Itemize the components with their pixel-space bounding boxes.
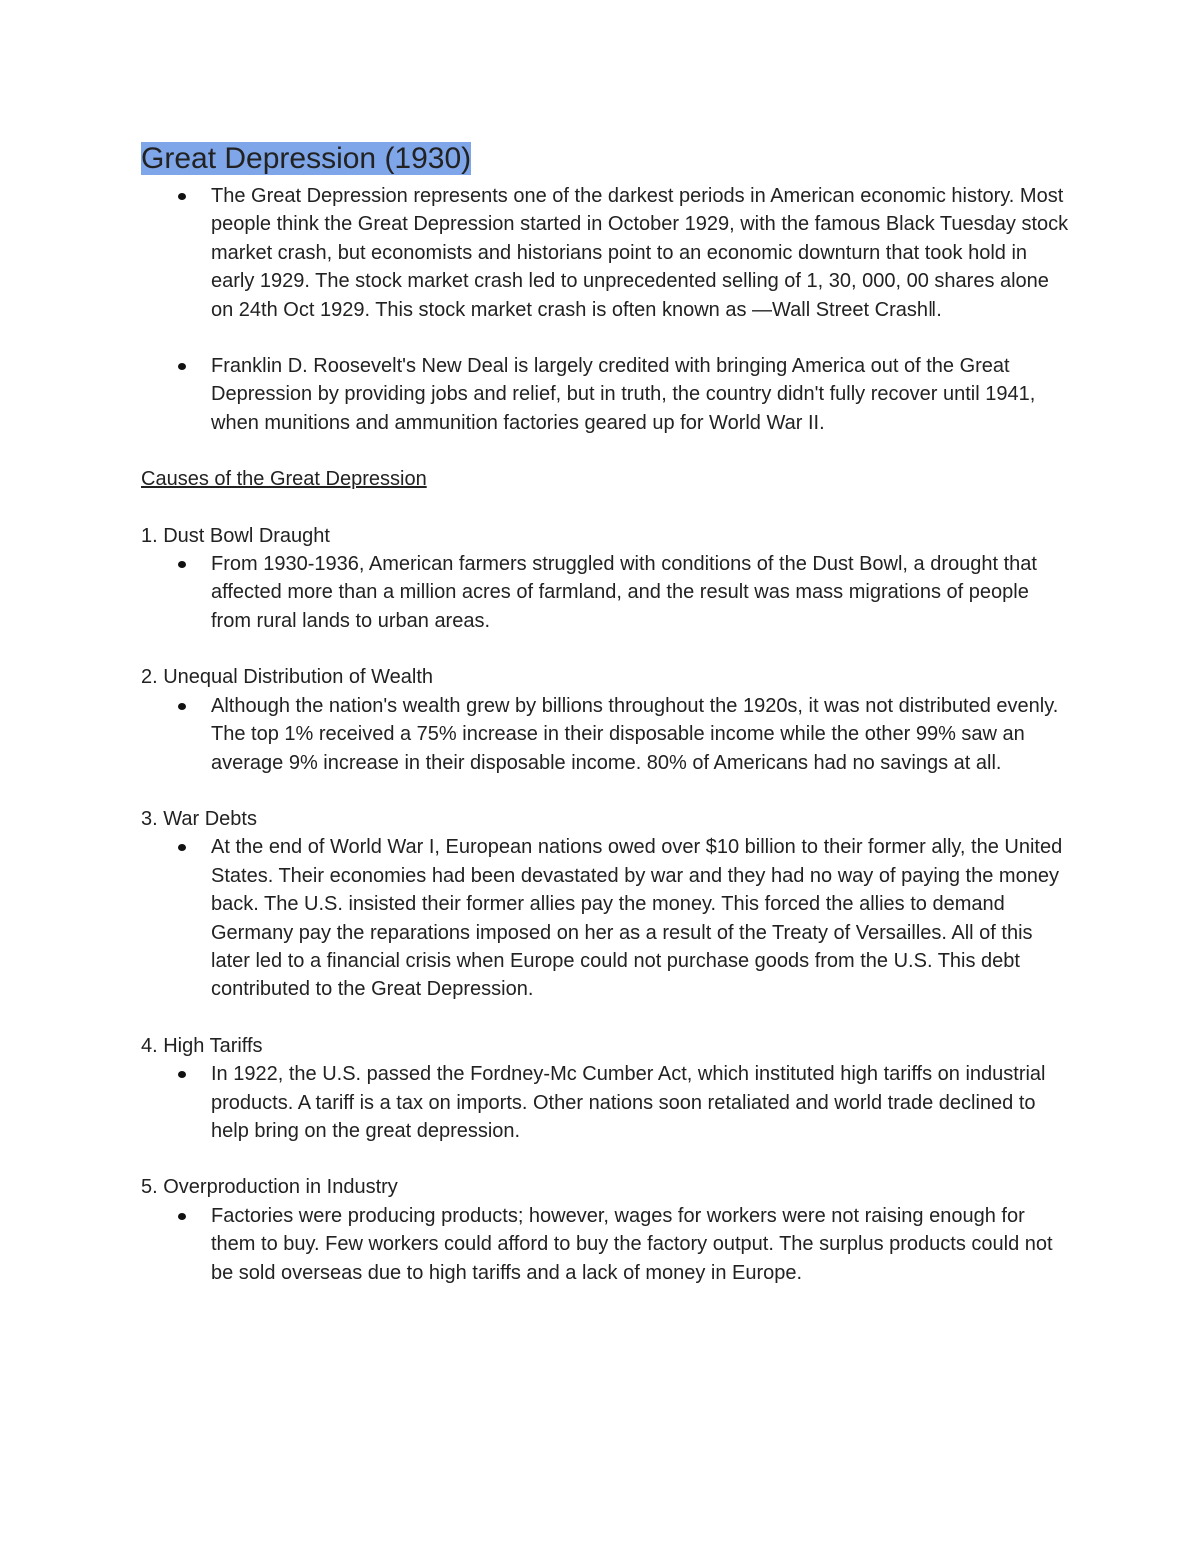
document-body [141, 182, 1071, 1287]
cause-heading-1: 1. Dust Bowl Draught [141, 524, 330, 547]
cause-bullet-text: At the end of World War I, European nations owed over $10 billion to their former ally, the United States. Their economies had been devastated by war and they had no way of paying the money back. The U.S. insisted their former allies pay the money. This forced the allies to demand Germany pay the reparations imposed on her as a result of the Treaty of Versailles. All of this later led to a financial crisis when Europe could not purchase goods from the U.S. This debt contributed to the Great Depression. [211, 836, 1063, 1001]
cause-bullet-4 [211, 1060, 1071, 1145]
bullet-dot-icon [178, 1213, 186, 1220]
spacer [141, 1145, 1071, 1173]
bullet-dot-icon [178, 363, 186, 370]
intro-bullet-2 [211, 352, 1071, 437]
intro-bullet-list [141, 182, 1071, 437]
bullet-dot-icon [178, 703, 186, 710]
cause-bullet-1 [211, 550, 1071, 635]
cause-bullet-text: Factories were producing products; however, wages for workers were not raising enough for them to buy. Few workers could afford to buy the factory output. The surplus products could not be sold overseas due to high tariffs and a lack of money in Europe. [211, 1204, 1053, 1284]
cause-bullet-3 [211, 833, 1071, 1003]
spacer [141, 635, 1071, 663]
cause-heading-5: 5. Overproduction in Industry [141, 1176, 398, 1199]
spacer [141, 437, 1071, 465]
intro-bullet-1 [211, 182, 1071, 324]
page-title [141, 140, 473, 178]
spacer [141, 1004, 1071, 1032]
cause-bullet-list-2 [141, 692, 1071, 777]
cause-bullet-list-5 [141, 1202, 1071, 1287]
bullet-dot-icon [178, 561, 186, 568]
cause-bullet-5 [211, 1202, 1071, 1287]
spacer [141, 777, 1071, 805]
cause-heading-4: 4. High Tariffs [141, 1034, 263, 1057]
cause-heading-2: 2. Unequal Distribution of Wealth [141, 666, 434, 689]
title-highlight: Great Depression (1930) [141, 142, 472, 175]
cause-bullet-2 [211, 692, 1071, 777]
document-page [141, 140, 1071, 1287]
causes-section-heading: Causes of the Great Depression [141, 468, 427, 491]
spacer [211, 324, 1071, 352]
intro-bullet-text: The Great Depression represents one of the darkest periods in American economic history. Most people think the Great Depression started in October 1929, with the famous Black Tuesday stock market crash, but economists and historians point to an economic downturn that took hold in early 1929. The stock market crash led to unprecedented selling of 1, 30, 000, 00 shares alone on 24th Oct 1929. This stock market crash is often known as ―Wall Street Crash‖. [211, 185, 1069, 321]
cause-bullet-list-1 [141, 550, 1071, 635]
bullet-dot-icon [178, 193, 186, 200]
cause-bullet-text: Although the nation's wealth grew by billions throughout the 1920s, it was not distributed evenly. The top 1% received a 75% increase in their disposable income while the other 99% saw an average 9% increase in their disposable income. 80% of Americans had no savings at all. [211, 694, 1059, 774]
bullet-dot-icon [178, 844, 186, 851]
cause-bullet-text: In 1922, the U.S. passed the Fordney-Mc Cumber Act, which instituted high tariffs on industrial products. A tariff is a tax on imports. Other nations soon retaliated and world trade declined to help bring on the great depression. [211, 1063, 1046, 1142]
cause-bullet-list-3 [141, 833, 1071, 1003]
intro-bullet-text: Franklin D. Roosevelt's New Deal is largely credited with bringing America out of the Great Depression by providing jobs and relief, but in truth, the country didn't fully recover until 1941, when munitions and ammunition factories geared up for World War II. [211, 355, 1036, 434]
bullet-dot-icon [178, 1071, 186, 1078]
cause-heading-3: 3. War Debts [141, 807, 257, 830]
cause-bullet-text: From 1930-1936, American farmers struggled with conditions of the Dust Bowl, a drought that affected more than a million acres of farmland, and the result was mass migrations of people from rural lands to urban areas. [211, 553, 1037, 632]
cause-bullet-list-4 [141, 1060, 1071, 1145]
spacer [141, 494, 1071, 522]
